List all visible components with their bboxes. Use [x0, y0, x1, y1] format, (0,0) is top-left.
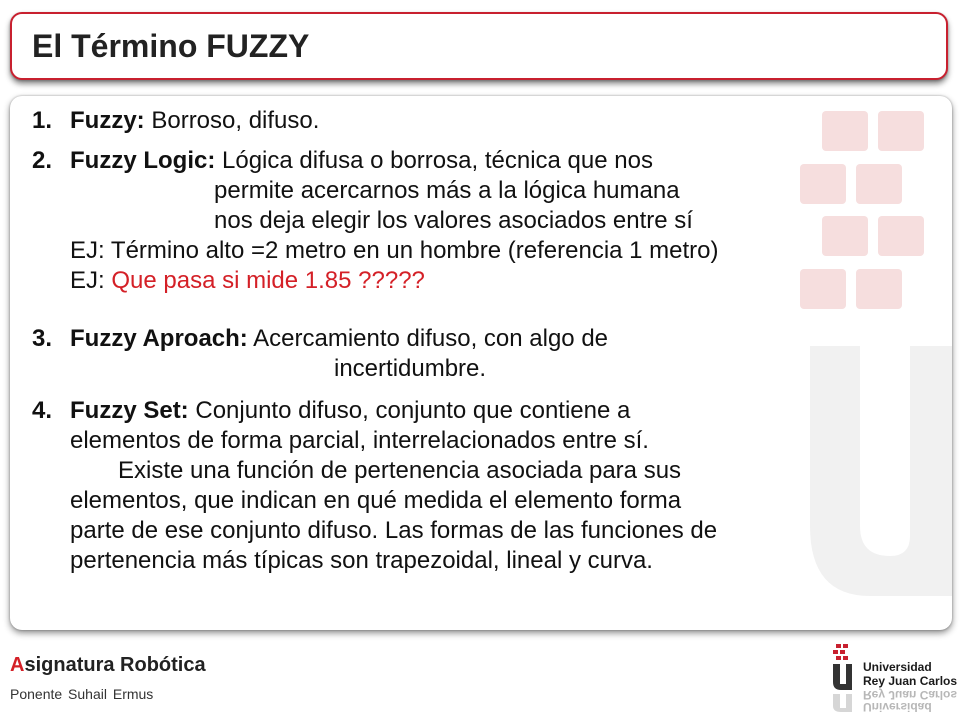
item-text: Conjunto difuso, conjunto que contiene a: [188, 397, 631, 424]
footer-title-initial: A: [10, 654, 25, 676]
item-line: Existe una función de pertenencia asociada para sus: [118, 457, 682, 484]
footer-presenter: Ponente Suhail Ermus: [10, 686, 154, 702]
logo-line-1: Universidad: [863, 660, 932, 674]
item-continuation: nos deja elegir los valores asociados entre sí: [214, 207, 693, 234]
item-term: Fuzzy:: [70, 107, 145, 134]
list-item: [32, 324, 608, 384]
item-term: Fuzzy Logic:: [70, 147, 216, 174]
item-continuation: incertidumbre.: [334, 355, 487, 382]
item-text: Lógica difusa o borrosa, técnica que nos: [215, 147, 653, 174]
item-line: pertenencia más típicas son trapezoidal, lineal y curva.: [70, 547, 653, 574]
example-prefix: EJ:: [70, 267, 112, 294]
definition-list: [10, 96, 952, 630]
item-number: 2.: [32, 147, 53, 174]
footer-course-title: [10, 654, 206, 677]
item-number: 3.: [32, 325, 53, 352]
list-item: [32, 396, 717, 576]
title-box: [10, 12, 948, 80]
footer-title-rest: signatura Robótica: [24, 654, 206, 676]
list-item: [32, 146, 719, 296]
item-continuation: permite acercarnos más a la lógica humana: [214, 177, 680, 204]
item-term: Fuzzy Set:: [70, 397, 189, 424]
university-logo-icon: [830, 642, 860, 714]
item-line: elementos, que indican en qué medida el elemento forma: [70, 487, 682, 514]
slide-title: El Término FUZZY: [32, 28, 310, 64]
item-number: 4.: [32, 397, 53, 424]
item-text: Borroso, difuso.: [144, 107, 320, 134]
list-item: [32, 106, 319, 136]
item-number: 1.: [32, 107, 53, 134]
item-term: Fuzzy Aproach:: [70, 325, 248, 352]
logo-reflection: Rey Juan Carlos: [863, 688, 958, 702]
university-logo: [830, 642, 958, 714]
item-line: elementos de forma parcial, interrelacionados entre sí.: [70, 427, 649, 454]
example-highlight: Que pasa si mide 1.85 ?????: [111, 267, 425, 294]
logo-line-2: Rey Juan Carlos: [863, 674, 958, 688]
example-line: EJ: Término alto =2 metro en un hombre (referencia 1 metro): [70, 237, 719, 264]
item-text: Acercamiento difuso, con algo de: [247, 325, 609, 352]
logo-reflection: Universidad: [863, 700, 932, 714]
item-line: parte de ese conjunto difuso. Las formas de las funciones de: [70, 517, 718, 544]
content-box: [10, 96, 952, 630]
